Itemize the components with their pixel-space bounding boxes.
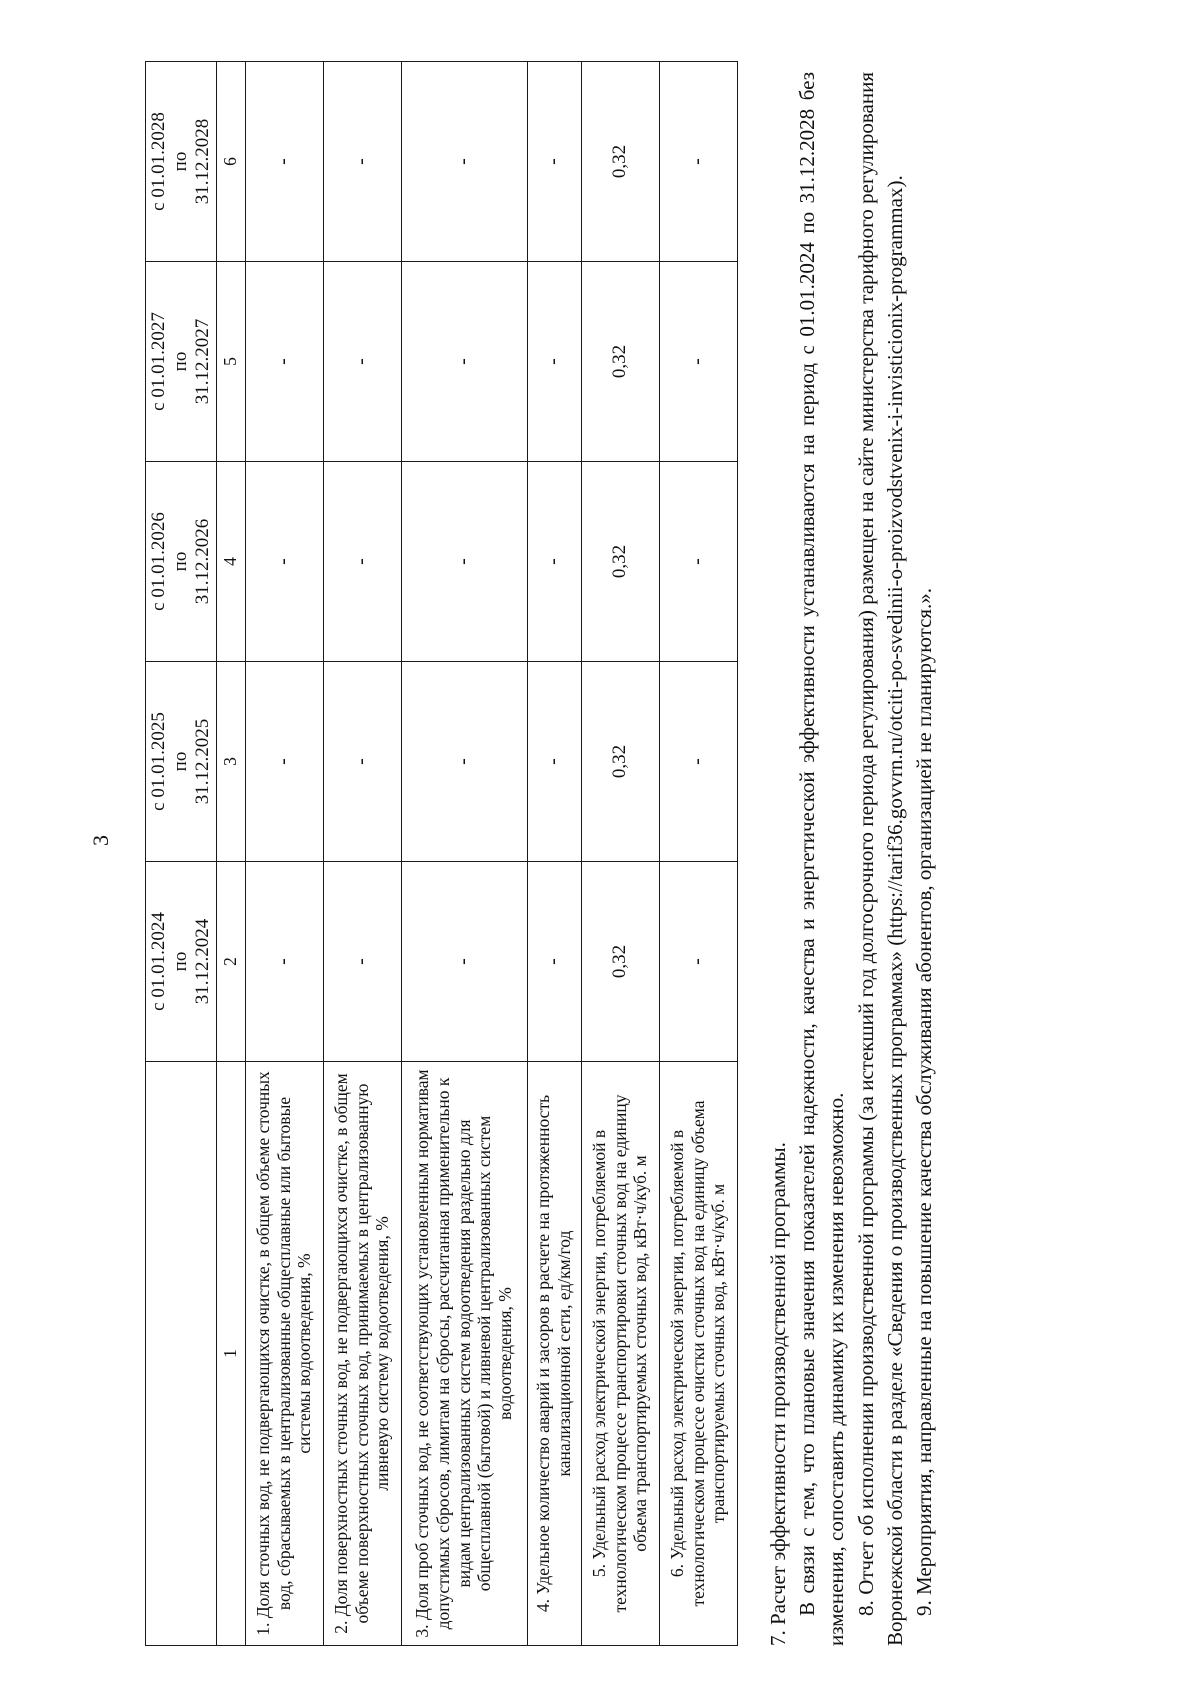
column-number: 5	[216, 262, 245, 462]
column-number: 4	[216, 462, 245, 662]
page-number: 3	[88, 835, 113, 846]
indicator-value: -	[659, 262, 737, 462]
period-start: с 01.01.2028	[148, 112, 169, 211]
column-number-row	[216, 62, 245, 1646]
period-end: 31.12.2025	[191, 718, 213, 805]
indicator-value: -	[245, 662, 323, 862]
indicator-value: -	[401, 862, 527, 1062]
header-row	[146, 62, 217, 1646]
indicator-label: 2. Доля поверхностных сточных вод, не подвергающихся очистке, в общем объеме поверхностных сточных вод, принимаемых в централизованную ливневую систему водоотведения, %	[323, 1062, 401, 1646]
rotated-page-content	[145, 62, 1045, 1646]
period-start: с 01.01.2027	[148, 312, 169, 411]
indicator-value: -	[323, 62, 401, 262]
column-number: 6	[216, 62, 245, 262]
table-row	[245, 62, 323, 1646]
indicator-label: 3. Доля проб сточных вод, не соответствующих установленным нормативам допустимых сбросов, лимитам на сбросы, рассчитанная применительно к видам централизованных систем водоотведения раздельно для общесплавной (бытовой) и ливневой централизованных систем водоотведения, %	[401, 1062, 527, 1646]
indicator-value: -	[323, 462, 401, 662]
period-mid: по	[169, 951, 191, 972]
indicator-value: -	[401, 662, 527, 862]
indicator-value: -	[323, 662, 401, 862]
indicators-table	[145, 61, 738, 1646]
period-mid: по	[169, 751, 191, 772]
period-header	[146, 62, 217, 262]
indicator-value: -	[659, 62, 737, 262]
indicator-value: 0,32	[581, 62, 659, 262]
table-row	[323, 62, 401, 1646]
indicator-value: -	[245, 862, 323, 1062]
period-header	[146, 662, 217, 862]
indicator-value: -	[659, 862, 737, 1062]
period-start: с 01.01.2026	[148, 512, 169, 611]
section-7-paragraph: В связи с тем, что плановые значения показателей надежности, качества и энергетической эффективности устанавливаются на период с 01.01.2024 по 31.12.2028 без изменения, сопоставить динамику их изменения невозможно.	[794, 72, 849, 1646]
indicator-label: 5. Удельный расход электрической энергии, потребляемой в технологическом процессе транспортировки сточных вод на единицу объема транспортируемых сточных вод, кВт·ч/куб. м	[581, 1062, 659, 1646]
indicator-value: -	[527, 462, 581, 662]
period-end: 31.12.2028	[191, 118, 213, 205]
indicator-value: -	[245, 462, 323, 662]
column-number: 2	[216, 862, 245, 1062]
period-mid: по	[169, 351, 191, 372]
indicator-value: -	[527, 862, 581, 1062]
period-start: с 01.01.2024	[148, 912, 169, 1011]
indicator-value: -	[659, 462, 737, 662]
period-end: 31.12.2026	[191, 518, 213, 605]
indicator-label: 1. Доля сточных вод, не подвергающихся очистке, в общем объеме сточных вод, сбрасываемых в централизованные общесплавные или бытовые системы водоотведения, %	[245, 1062, 323, 1646]
period-mid: по	[169, 551, 191, 572]
column-number: 3	[216, 662, 245, 862]
period-end: 31.12.2024	[191, 918, 213, 1005]
indicator-label: 6. Удельный расход электрической энергии, потребляемой в технологическом процессе очистки сточных вод на единицу объема транспортируемых сточных вод, кВт·ч/куб. м	[659, 1062, 737, 1646]
indicator-value: 0,32	[581, 462, 659, 662]
table-row	[401, 62, 527, 1646]
table-row	[581, 62, 659, 1646]
indicator-value: 0,32	[581, 262, 659, 462]
period-header	[146, 862, 217, 1062]
period-header	[146, 262, 217, 462]
indicator-value: -	[245, 62, 323, 262]
indicator-value: -	[401, 62, 527, 262]
header-label-cell	[146, 1062, 217, 1646]
indicator-value: -	[323, 862, 401, 1062]
indicator-value: -	[527, 262, 581, 462]
indicator-value: 0,32	[581, 862, 659, 1062]
indicator-value: 0,32	[581, 662, 659, 862]
body-text	[764, 62, 940, 1646]
table-row	[527, 62, 581, 1646]
indicator-value: -	[401, 262, 527, 462]
indicator-value: -	[323, 262, 401, 462]
indicator-label: 4. Удельное количество аварий и засоров в расчете на протяженность канализационной сети, ед/км/год	[527, 1062, 581, 1646]
indicator-value: -	[401, 462, 527, 662]
table-row	[659, 62, 737, 1646]
column-number: 1	[216, 1062, 245, 1646]
indicator-value: -	[527, 662, 581, 862]
period-end: 31.12.2027	[191, 318, 213, 405]
indicator-value: -	[659, 662, 737, 862]
period-header	[146, 462, 217, 662]
section-9-paragraph: 9. Мероприятия, направленные на повышение качества обслуживания абонентов, организацией не планируются.».	[912, 587, 937, 1616]
indicator-value: -	[245, 262, 323, 462]
section-8-paragraph: 8. Отчет об исполнении производственной программы (за истекший год долгосрочного периода регулирования) размещен на сайте министерства тарифного регулирования Воронежской области в разделе «Сведения о производственных программах» (https://tarif36.govvrn.ru/otciti-po-svedinii-o-proizvodstvenix-i-invisticionix-programmax).	[853, 72, 908, 1646]
period-mid: по	[169, 151, 191, 172]
section-7-title: 7. Расчет эффективности производственной программы.	[765, 1142, 790, 1646]
period-start: с 01.01.2025	[148, 712, 169, 811]
indicator-value: -	[527, 62, 581, 262]
